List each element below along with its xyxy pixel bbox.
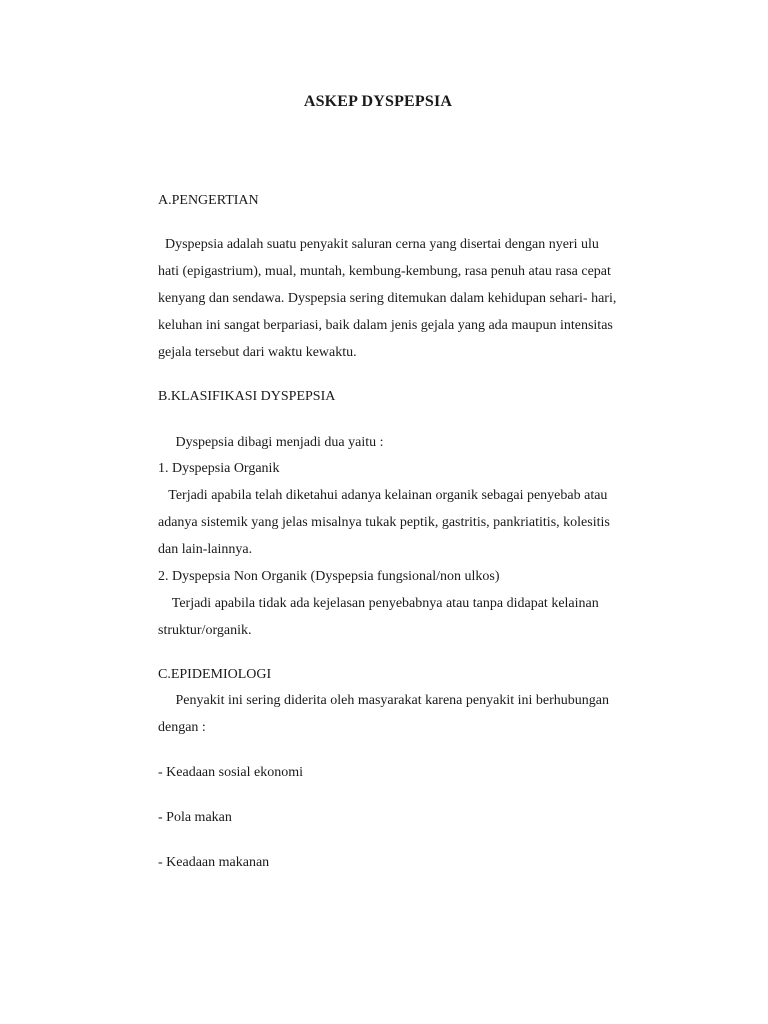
paragraph-line: keluhan ini sangat berpariasi, baik dalam jenis gejala yang ada maupun intensitas: [158, 318, 613, 333]
section-heading-epidemiologi: C.EPIDEMIOLOGI: [158, 667, 272, 682]
paragraph-line: Dyspepsia adalah suatu penyakit saluran cerna yang disertai dengan nyeri ulu: [158, 237, 599, 252]
list-item: - Pola makan: [158, 810, 232, 825]
section-heading-klasifikasi: B.KLASIFIKASI DYSPEPSIA: [158, 389, 336, 404]
document-title: ASKEP DYSPEPSIA: [303, 93, 453, 110]
list-item: - Keadaan makanan: [158, 855, 270, 870]
list-item: - Keadaan sosial ekonomi: [158, 765, 304, 780]
numbered-item-organik: 1. Dyspepsia Organik: [158, 461, 280, 476]
paragraph-line: kenyang dan sendawa. Dyspepsia sering ditemukan dalam kehidupan sehari- hari,: [158, 291, 617, 306]
paragraph-line: hati (epigastrium), mual, muntah, kembung-kembung, rasa penuh atau rasa cepat: [158, 264, 611, 279]
paragraph-line: dengan :: [158, 720, 206, 735]
numbered-item-non-organik: 2. Dyspepsia Non Organik (Dyspepsia fungsional/non ulkos): [158, 569, 500, 584]
paragraph-line: struktur/organik.: [158, 623, 252, 638]
paragraph-line: Terjadi apabila tidak ada kejelasan penyebabnya atau tanpa didapat kelainan: [158, 596, 599, 611]
paragraph-line: dan lain-lainnya.: [158, 542, 253, 557]
paragraph-line: gejala tersebut dari waktu kewaktu.: [158, 345, 357, 360]
paragraph-line: adanya sistemik yang jelas misalnya tukak peptik, gastritis, pankriatitis, kolesitis: [158, 515, 610, 530]
paragraph-line: Dyspepsia dibagi menjadi dua yaitu :: [158, 435, 384, 450]
paragraph-line: Terjadi apabila telah diketahui adanya kelainan organik sebagai penyebab atau: [158, 488, 608, 503]
section-heading-pengertian: A.PENGERTIAN: [158, 193, 259, 208]
paragraph-line: Penyakit ini sering diderita oleh masyarakat karena penyakit ini berhubungan: [158, 693, 609, 708]
